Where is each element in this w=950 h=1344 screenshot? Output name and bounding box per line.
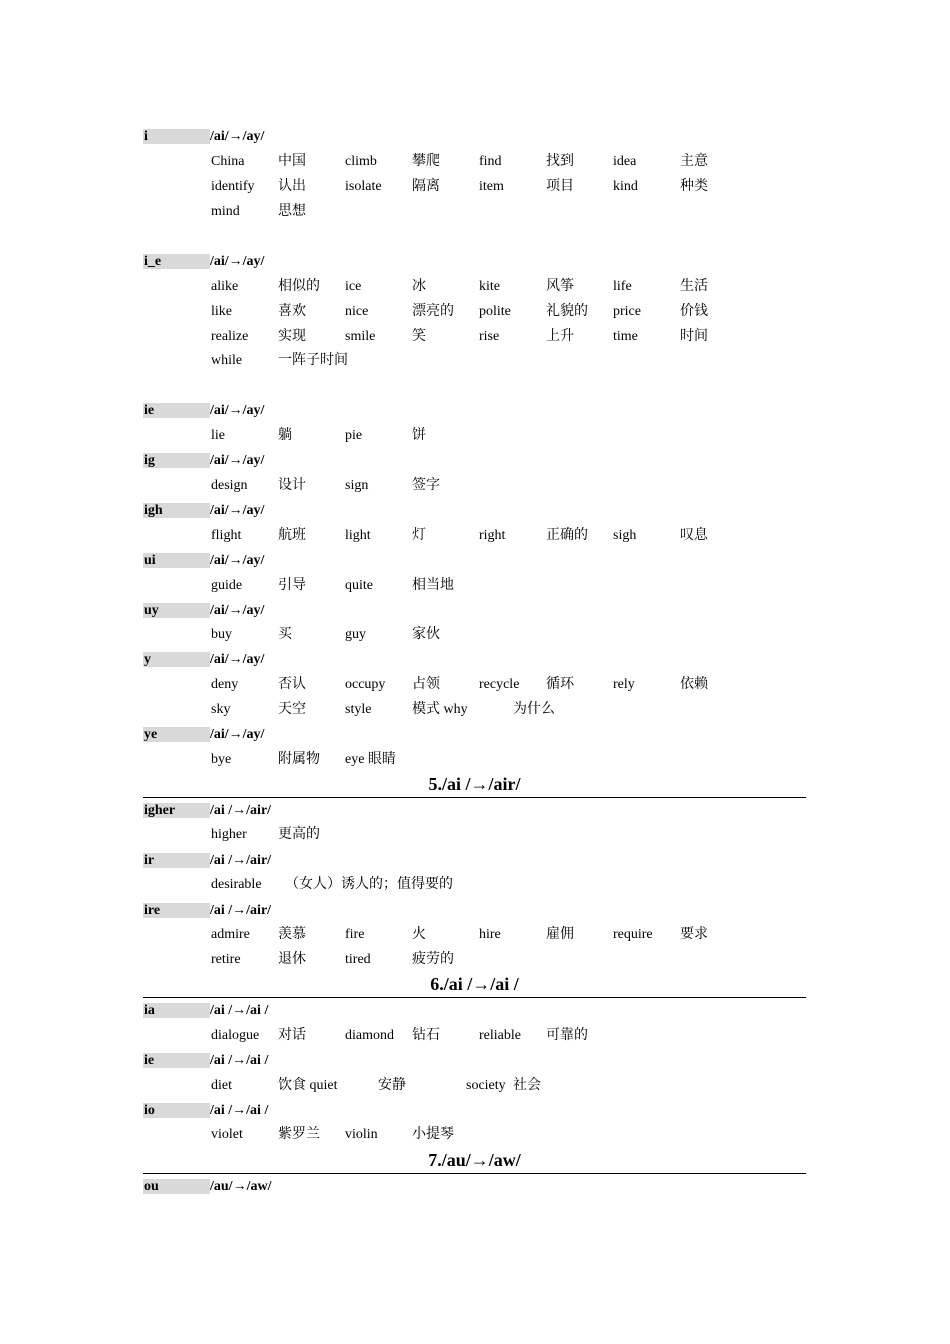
english-word: ice: [345, 279, 362, 294]
sound-pattern: /ai/→/ay/: [210, 129, 265, 144]
english-word: violet: [211, 1127, 243, 1142]
chinese-meaning: 附属物: [278, 752, 320, 767]
chinese-meaning: 小提琴: [412, 1127, 454, 1142]
sound-pattern: /ai/→/ay/: [210, 453, 265, 468]
word-row: [0, 523, 950, 548]
chinese-meaning: 对话: [278, 1028, 306, 1043]
spelling-key: ir: [143, 853, 210, 868]
english-word: require: [613, 927, 653, 942]
chinese-meaning: 实现: [278, 329, 306, 344]
spelling-key: ou: [143, 1179, 210, 1194]
english-word: find: [479, 154, 502, 169]
sound-pattern: /ai/→/ay/: [210, 403, 265, 418]
english-word: life: [613, 279, 632, 294]
spelling-key: ie: [143, 403, 210, 418]
word-row: [0, 822, 950, 847]
english-word: time: [613, 329, 638, 344]
english-word: sky: [211, 702, 231, 717]
english-word: recycle: [479, 677, 520, 692]
chinese-meaning: 找到: [546, 154, 574, 169]
sound-pattern: /ai/→/ay/: [210, 254, 265, 269]
sound-pattern: /ai/→/ay/: [210, 553, 265, 568]
spelling-header: [143, 647, 813, 672]
chinese-meaning: 时间: [680, 329, 708, 344]
english-word: kite: [479, 279, 500, 294]
chinese-meaning: （女人）诱人的；值得要的: [285, 877, 453, 892]
english-word: quite: [345, 578, 373, 593]
chinese-meaning: 可靠的: [546, 1028, 588, 1043]
english-word: higher: [211, 827, 247, 842]
chinese-meaning: 羡慕: [278, 927, 306, 942]
chinese-meaning: 模式 why: [412, 702, 468, 717]
chinese-meaning: society: [466, 1078, 506, 1093]
english-word: item: [479, 179, 504, 194]
english-word: hire: [479, 927, 501, 942]
english-word: design: [211, 478, 248, 493]
word-row: [0, 947, 950, 972]
english-word: while: [211, 353, 243, 368]
chinese-meaning: 正确的: [546, 528, 588, 543]
sound-pattern: /ai/→/ay/: [210, 652, 265, 667]
section-heading: 6./ai /→/ai /: [143, 972, 806, 998]
section-heading: 7./au/→/aw/: [143, 1148, 806, 1174]
english-word: sigh: [613, 528, 637, 543]
spelling-key: uy: [143, 603, 210, 618]
english-word: guy: [345, 627, 366, 642]
word-row: [0, 149, 950, 174]
spelling-key: ie: [143, 1053, 210, 1068]
english-word: climb: [345, 154, 377, 169]
sound-pattern: /ai /→/air/: [210, 853, 272, 868]
spelling-header: [143, 848, 813, 873]
word-row: [0, 747, 950, 772]
english-word: style: [345, 702, 372, 717]
english-word: China: [211, 154, 245, 169]
word-row: [0, 174, 950, 199]
word-row: [0, 473, 950, 498]
word-row: [0, 1023, 950, 1048]
spelling-header: [143, 1098, 813, 1123]
english-word: nice: [345, 304, 369, 319]
english-word: flight: [211, 528, 242, 543]
word-row: [0, 573, 950, 598]
english-word: kind: [613, 179, 638, 194]
chinese-meaning: 攀爬: [412, 154, 440, 169]
spelling-key: igher: [143, 803, 210, 818]
chinese-meaning: 风筝: [546, 279, 574, 294]
spelling-key: ui: [143, 553, 210, 568]
chinese-meaning: 签字: [412, 478, 440, 493]
sound-pattern: /ai/→/ay/: [210, 503, 265, 518]
sound-pattern: /ai /→/ai /: [210, 1103, 269, 1118]
sound-pattern: /ai /→/air/: [210, 903, 272, 918]
spelling-header: [143, 498, 813, 523]
sound-pattern: /ai /→/air/: [210, 803, 272, 818]
chinese-meaning: 冰: [412, 279, 426, 294]
spelling-key: i_e: [143, 254, 210, 269]
word-row: [0, 1122, 950, 1147]
spelling-key: i: [143, 129, 210, 144]
chinese-meaning: 隔离: [412, 179, 440, 194]
sound-pattern: /ai /→/ai /: [210, 1053, 269, 1068]
english-word: smile: [345, 329, 376, 344]
spelling-key: ye: [143, 727, 210, 742]
word-row: [0, 1073, 950, 1098]
spelling-header: [143, 548, 813, 573]
spelling-header: [143, 798, 813, 823]
chinese-meaning: 认出: [278, 179, 306, 194]
chinese-meaning: 循环: [546, 677, 574, 692]
english-word: identify: [211, 179, 255, 194]
spelling-header: [143, 124, 813, 149]
word-row: [0, 199, 950, 224]
english-word: occupy: [345, 677, 386, 692]
english-word: 安静: [378, 1078, 406, 1093]
english-word: polite: [479, 304, 511, 319]
chinese-meaning: 喜欢: [278, 304, 306, 319]
english-word: light: [345, 528, 371, 543]
english-word: bye: [211, 752, 232, 767]
spelling-header: [143, 998, 813, 1023]
english-word: pie: [345, 428, 363, 443]
chinese-meaning: 主意: [680, 154, 708, 169]
chinese-meaning: 思想: [278, 204, 306, 219]
english-word: alike: [211, 279, 239, 294]
english-word: violin: [345, 1127, 378, 1142]
spelling-header: [143, 598, 813, 623]
chinese-meaning: 上升: [546, 329, 574, 344]
word-row: [0, 622, 950, 647]
english-word: diamond: [345, 1028, 394, 1043]
english-word: retire: [211, 952, 241, 967]
chinese-meaning: 占领: [412, 677, 440, 692]
chinese-meaning: 灯: [412, 528, 426, 543]
word-row: [0, 697, 950, 722]
english-word: diet: [211, 1078, 232, 1093]
chinese-meaning: 依赖: [680, 677, 708, 692]
word-row: [0, 348, 950, 373]
spelling-key: io: [143, 1103, 210, 1118]
sound-pattern: /ai /→/ai /: [210, 1003, 269, 1018]
sound-pattern: /au/→/aw/: [210, 1179, 272, 1194]
chinese-meaning: 一阵子时间: [278, 353, 348, 368]
spelling-header: [143, 398, 813, 423]
chinese-meaning: 躺: [278, 428, 292, 443]
chinese-meaning: 买: [278, 627, 292, 642]
chinese-meaning: 退休: [278, 952, 306, 967]
english-word: lie: [211, 428, 225, 443]
word-row: [0, 872, 950, 897]
english-word: isolate: [345, 179, 382, 194]
chinese-meaning: 家伙: [412, 627, 440, 642]
english-word: tired: [345, 952, 371, 967]
sound-pattern: /ai/→/ay/: [210, 603, 265, 618]
english-word: deny: [211, 677, 239, 692]
english-word: rise: [479, 329, 500, 344]
english-word: guide: [211, 578, 243, 593]
english-word: admire: [211, 927, 250, 942]
english-word: desirable: [211, 877, 262, 892]
english-word: sign: [345, 478, 369, 493]
chinese-meaning: 疲劳的: [412, 952, 454, 967]
spelling-key: y: [143, 652, 210, 667]
spelling-header: [143, 722, 813, 747]
word-row: [0, 299, 950, 324]
chinese-meaning: 火: [412, 927, 426, 942]
english-word: rely: [613, 677, 635, 692]
spelling-key: ia: [143, 1003, 210, 1018]
chinese-meaning: 中国: [278, 154, 306, 169]
chinese-meaning: 笑: [412, 329, 426, 344]
section-heading: 5./ai /→/air/: [143, 772, 806, 798]
chinese-meaning: 航班: [278, 528, 306, 543]
chinese-meaning: 相当地: [412, 578, 454, 593]
chinese-meaning: 紫罗兰: [278, 1127, 320, 1142]
spelling-key: ig: [143, 453, 210, 468]
chinese-meaning: 种类: [680, 179, 708, 194]
english-word: idea: [613, 154, 637, 169]
chinese-meaning: 礼貌的: [546, 304, 588, 319]
english-word: 为什么: [513, 702, 555, 717]
spelling-header: [143, 898, 813, 923]
spelling-header: [143, 249, 813, 274]
spelling-key: igh: [143, 503, 210, 518]
chinese-meaning: 项目: [546, 179, 574, 194]
chinese-meaning: 相似的: [278, 279, 320, 294]
chinese-meaning: 钻石: [412, 1028, 440, 1043]
english-word: buy: [211, 627, 232, 642]
english-word: reliable: [479, 1028, 521, 1043]
word-row: [0, 423, 950, 448]
english-word: 社会: [513, 1078, 541, 1093]
word-row: [0, 274, 950, 299]
chinese-meaning: 设计: [278, 478, 306, 493]
sound-pattern: /ai/→/ay/: [210, 727, 265, 742]
chinese-meaning: 叹息: [680, 528, 708, 543]
chinese-meaning: 价钱: [680, 304, 708, 319]
english-word: mind: [211, 204, 240, 219]
chinese-meaning: 天空: [278, 702, 306, 717]
spelling-header: [143, 1048, 813, 1073]
chinese-meaning: 饼: [412, 428, 426, 443]
spelling-key: ire: [143, 903, 210, 918]
english-word: right: [479, 528, 506, 543]
word-row: [0, 672, 950, 697]
english-word: fire: [345, 927, 365, 942]
chinese-meaning: 否认: [278, 677, 306, 692]
chinese-meaning: 漂亮的: [412, 304, 454, 319]
word-row: [0, 324, 950, 349]
chinese-meaning: 引导: [278, 578, 306, 593]
chinese-meaning: 雇佣: [546, 927, 574, 942]
chinese-meaning: 要求: [680, 927, 708, 942]
english-word: dialogue: [211, 1028, 260, 1043]
english-word: realize: [211, 329, 249, 344]
word-row: [0, 922, 950, 947]
chinese-meaning: 更高的: [278, 827, 320, 842]
english-word: price: [613, 304, 641, 319]
spelling-header: [143, 448, 813, 473]
spelling-header: [143, 1174, 813, 1199]
chinese-meaning: 生活: [680, 279, 708, 294]
english-word: like: [211, 304, 232, 319]
english-word: eye 眼睛: [345, 752, 396, 767]
chinese-meaning: 饮食 quiet: [278, 1078, 338, 1093]
